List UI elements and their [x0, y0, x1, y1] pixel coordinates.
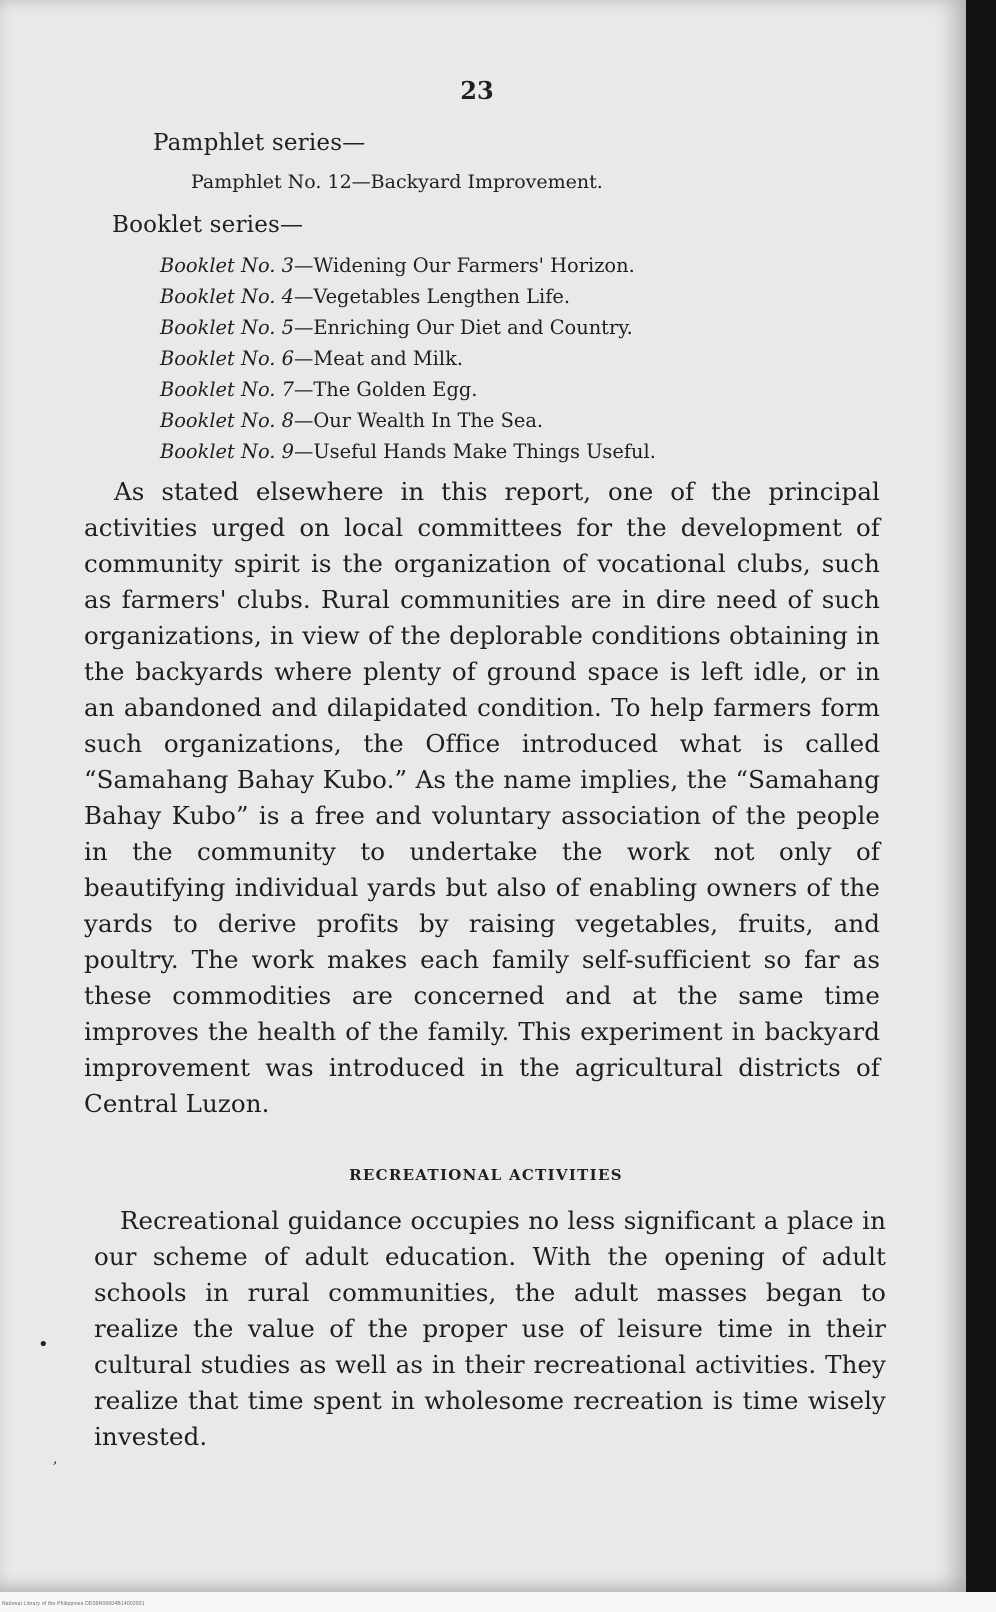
page-number: 23	[460, 76, 494, 105]
section-heading: RECREATIONAL ACTIVITIES	[349, 1166, 623, 1184]
booklet-title: —Our Wealth In The Sea.	[293, 409, 544, 432]
booklet-number: Booklet No. 9	[160, 440, 294, 463]
footer-source-text: National Library of the Philippines DD39R00004B14002931	[2, 1601, 145, 1607]
booklet-title: —Vegetables Lengthen Life.	[293, 285, 571, 308]
pamphlet-series-heading: Pamphlet series—	[153, 130, 366, 156]
booklet-number: Booklet No. 8	[160, 409, 294, 432]
scan-speck: •	[38, 1334, 49, 1355]
list-item	[160, 405, 810, 436]
scan-footer-strip	[0, 1592, 996, 1612]
scan-speck: ,	[53, 1451, 58, 1467]
pamphlet-item: Pamphlet No. 12—Backyard Improvement.	[191, 171, 603, 193]
booklet-number: Booklet No. 4	[160, 285, 294, 308]
booklet-number: Booklet No. 7	[160, 378, 294, 401]
list-item	[160, 281, 810, 312]
booklet-number: Booklet No. 3	[160, 254, 294, 277]
body-paragraph: As stated elsewhere in this report, one of the principal activities urged on local committees for the development of community spirit is the organization of vocational clubs, such as farmers' clubs. Rural communities are in dire need of such organizations, in view of the deplorable conditions obtaining in the backyards where plenty of ground space is left idle, or in an abandoned and dilapidated condition. To help farmers form such organizations, the Office introduced what is called “Samahang Bahay Kubo.” As the name implies, the “Samahang Bahay Kubo” is a free and voluntary association of the people in the community to undertake the work not only of beautifying individual yards but also of enabling owners of the yards to derive profits by raising vegetables, fruits, and poultry. The work makes each family self-sufficient so far as these commodities are concerned and at the same time improves the health of the family. This experiment in backyard improvement was introduced in the agricultural districts of Central Luzon.	[84, 477, 880, 1118]
booklet-title: —Useful Hands Make Things Useful.	[293, 440, 656, 463]
booklet-number: Booklet No. 5	[160, 316, 294, 339]
list-item	[160, 374, 810, 405]
list-item	[160, 312, 810, 343]
booklet-title: —The Golden Egg.	[293, 378, 478, 401]
booklet-list	[160, 250, 810, 467]
booklet-title: —Widening Our Farmers' Horizon.	[293, 254, 635, 277]
list-item	[160, 343, 810, 374]
booklet-series-heading: Booklet series—	[112, 212, 304, 238]
list-item	[160, 250, 810, 281]
list-item	[160, 436, 810, 467]
booklet-title: —Meat and Milk.	[293, 347, 463, 370]
booklet-number: Booklet No. 6	[160, 347, 294, 370]
scan-right-edge	[966, 0, 996, 1612]
booklet-title: —Enriching Our Diet and Country.	[293, 316, 633, 339]
body-paragraph: Recreational guidance occupies no less significant a place in our scheme of adult education. With the opening of adult schools in rural communities, the adult masses began to realize the value of the proper use of leisure time in their cultural studies as well as in their recreational activities. They realize that time spent in wholesome recreation is time wisely invested.	[94, 1206, 886, 1451]
